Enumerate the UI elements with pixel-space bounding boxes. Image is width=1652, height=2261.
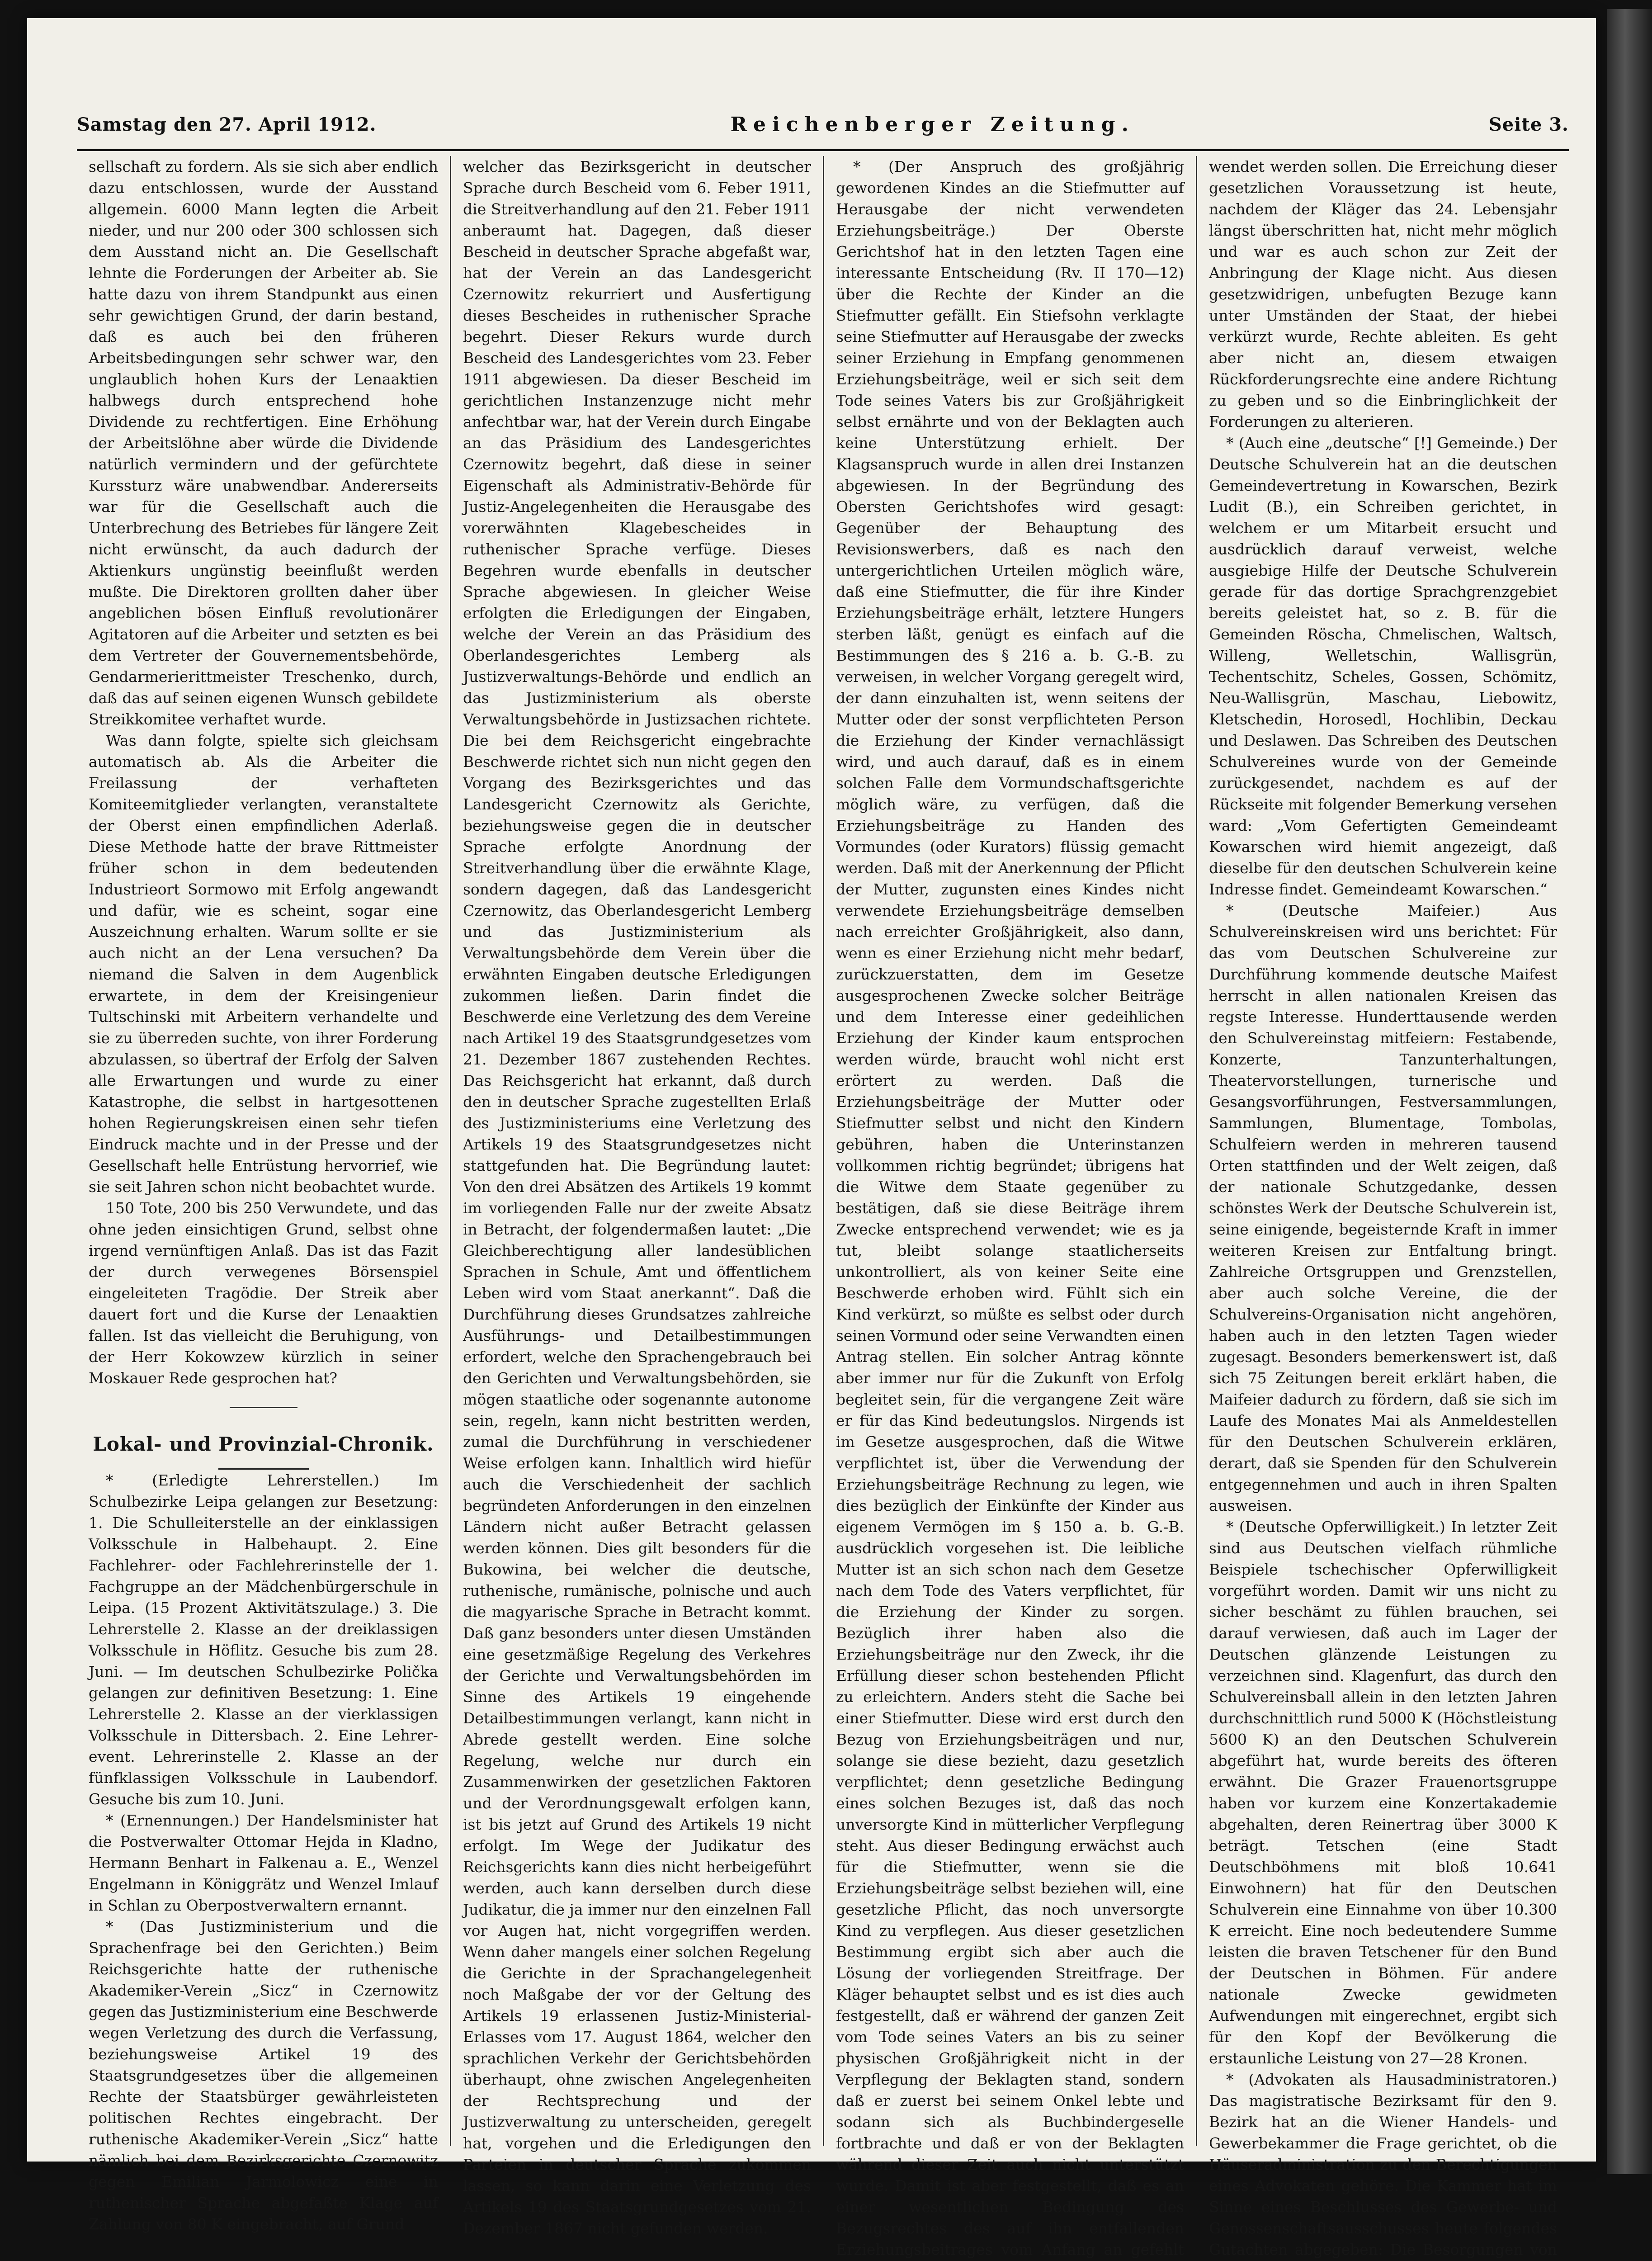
- page-header: [77, 102, 1569, 147]
- article-paragraph: * (Ernennungen.) Der Handelsminister hat die Postverwalter Ottomar Hejda in Kladno, Hermann Benhart in Falkenau a. E., Wenzel Engelmann in Königgrätz und Wenzel Imlauf in Schlan zu Oberpostverwaltern ernannt.: [89, 1812, 438, 1914]
- article-paragraph: wendet werden sollen. Die Erreichung dieser gesetzlichen Voraussetzung ist heute, nachdem der Kläger das 24. Lebensjahr längst überschritten hat, nicht mehr möglich und war es auch schon zur Zeit der Anbringung der Klage nicht. Aus diesen gesetzwidrigen, unbefugten Bezuge kann unter Umständen der Staat, der hiebei verkürzt wurde, Rechte ableiten. Es geht aber nicht an, diesem etwaigen Rückforderungsrechte eine andere Richtung zu geben und so die Einbringlichkeit der Forderungen zu alterieren.: [1209, 158, 1557, 430]
- article-paragraph: * (Advokaten als Hausadministratoren.) Das magistratische Bezirksamt für den 9. Bezirk hat an die Wiener Handels- und Gewerbekammer die Frage gerichtet, ob die Häuseradministration zu den Berechtigungen eines Advokaten gehöre. Die Kammer hat im Sinne eines Beschlusses des Gewerbe- und Genossenschaftsausschusses heute folgendes Gutachten abgegeben: Die Besorgungen von: [1209, 2071, 1557, 2258]
- header-rule: [77, 149, 1569, 151]
- page-number: Seite 3.: [1488, 114, 1569, 135]
- article-paragraph: 150 Tote, 200 bis 250 Verwundete, und das ohne jeden einsichtigen Grund, selbst ohne irgend vernünftigen Anlaß. Das ist das Fazit der durch verwegenes Börsenspiel eingeleiteten Tragödie. Der Streik aber dauert fort und die Kurse der Lenaaktien fallen. Ist das vielleicht die Beruhigung, von der Herr Kokowzew kürzlich in seiner Moskauer Rede gesprochen hat?: [89, 1199, 438, 1387]
- article-paragraph: * (Erledigte Lehrerstellen.) Im Schulbezirke Leipa gelangen zur Besetzung: 1. Die Schulleiterstelle an der einklassigen Volksschule in Halbehaupt. 2. Eine Fachlehrer- oder Fachlehrerinstelle der 1. Fachgruppe an der Mädchenbürgerschule in Leipa. (15 Prozent Aktivitätszulage.) 3. Die Lehrerstelle 2. Klasse an der dreiklassigen Volksschule in Höflitz. Gesuche bis zum 28. Juni. — Im deutschen Schulbezirke Polička gelangen zur definitiven Besetzung: 1. Eine Lehrerstelle 2. Klasse an der vierklassigen Volksschule in Dittersbach. 2. Eine Lehrer- event. Lehrerinstelle 2. Klasse an der fünfklassigen Volksschule in Laubendorf. Gesuche bis zum 10. Juni.: [89, 1471, 438, 1808]
- article-paragraph: * (Das Justizministerium und die Sprachenfrage bei den Gerichten.) Beim Reichsgerichte hatte der ruthenische Akademiker-Verein „Sicz“ in Czernowitz gegen das Justizministerium eine Beschwerde wegen Verletzung des durch die Verfassung, beziehungsweise Artikel 19 des Staatsgrundgesetzes über die allgemeinen Rechte der Staatsbürger gewährleisteten politischen Rechtes eingebracht. Der ruthenische Akademiker-Verein „Sicz“ hatte nämlich bei dem Bezirksgerichte Czernowitz gegen Emilian Jarmolowicz eine in ruthenischer Sprache abgefaßte Klage auf Zahlung von 80 K eingebracht, auf Grund: [89, 1918, 438, 2233]
- issue-date: Samstag den 27. April 1912.: [77, 114, 377, 135]
- column-2: [450, 156, 823, 2237]
- text-columns: [77, 156, 1569, 2258]
- article-paragraph: sellschaft zu fordern. Als sie sich aber endlich dazu entschlossen, wurde der Ausstand allgemein. 6000 Mann legten die Arbeit nieder, und nur 200 oder 300 schlossen sich dem Ausstand nicht an. Die Gesellschaft lehnte die Forderungen der Arbeiter ab. Sie hatte dazu von ihrem Standpunkt aus einen sehr gewichtigen Grund, der darin bestand, daß es auch bei den früheren Arbeitsbedingungen sehr schwer war, den unglaublich hohen Kurs der Lenaaktien halbwegs durch entsprechend hohe Dividende zu rechtfertigen. Eine Erhöhung der Arbeitslöhne aber würde die Dividende natürlich vermindern und der gefürchtete Kurssturz wäre unabwendbar. Andererseits war für die Gesellschaft auch die Unterbrechung des Betriebes für längere Zeit nicht erwünscht, da auch dadurch der Aktienkurs ungünstig beeinflußt werden mußte. Die Direktoren grollten daher über angeblichen bösen Einfluß revolutionärer Agitatoren auf die Arbeiter und setzten es bei dem Vertreter der Gouvernementsbehörde, Gendarmerierittmeister Treschenko, durch, daß das auf seinen eigenen Wunsch gebildete Streikkomitee verhaftet wurde.: [89, 158, 438, 728]
- article-paragraph: * (Deutsche Maifeier.) Aus Schulvereinskreisen wird uns berichtet: Für das vom Deutschen Schulvereine zur Durchführung kommende deutsche Maifest herrscht in allen nationalen Kreisen das regste Interesse. Hunderttausende werden den Schulvereinstag mitfeiern: Festabende, Konzerte, Tanzunterhaltungen, Theatervorstellungen, turnerische und Gesangsvorführungen, Festversammlungen, Sammlungen, Blumentage, Tombolas, Schulfeiern werden in mehreren tausend Orten stattfinden und der Welt zeigen, daß der nationale Schutzgedanke, dessen schönstes Werk der Deutsche Schulverein ist, seine einigende, begeisternde Kraft in immer weiteren Kreisen zur Entfaltung bringt. Zahlreiche Ortsgruppen und Grenzstellen, aber auch solche Vereine, die der Schulvereins-Organisation nicht angehören, haben auch in den letzten Tagen wieder zugesagt. Besonders bemerkenswert ist, daß sich 75 Zeitungen bereit erklärt haben, die Maifeier dadurch zu fördern, daß sie sich im Laufe des Monates Mai als Anmeldestellen für den Deutschen Schulverein erklären, derart, daß sie Spenden für den Schulverein entgegennehmen und auch in ihren Spalten ausweisen.: [1209, 902, 1557, 1514]
- column-3: [823, 156, 1196, 2258]
- newspaper-page: [27, 18, 1596, 2258]
- section-separator: [230, 1407, 297, 1408]
- masthead: Reichenberger Zeitung.: [730, 113, 1135, 136]
- column-1: [77, 156, 450, 2233]
- article-paragraph: * (Auch eine „deutsche“ [!] Gemeinde.) Der Deutsche Schulverein hat an die deutschen Gemeindevertretung in Kowarschen, Bezirk Ludit (B.), ein Schreiben gerichtet, in welchem er um Mitarbeit ersucht und ausdrücklich darauf verweist, welche ausgiebige Hilfe der Deutsche Schulverein gerade für das dortige Sprachgrenzgebiet bereits geleistet hat, so z. B. für die Gemeinden Röscha, Chmelischen, Waltsch, Willeng, Welletschin, Wallisgrün, Techentschitz, Scheles, Gossen, Schömitz, Neu-Wallisgrün, Maschau, Liebowitz, Kletschedin, Horosedl, Hochlibin, Deckau und Deslawen. Das Schreiben des Deutschen Schulvereines wurde von der Gemeinde zurückgesendet, nachdem es auf der Rückseite mit folgender Bemerkung versehen ward: „Vom Gefertigten Gemeindeamt Kowarschen wird hiemit angezeigt, daß dieselbe für den deutschen Schulverein keine Indresse findet. Gemeindeamt Kowarschen.“: [1209, 434, 1557, 898]
- column-4: [1196, 156, 1569, 2258]
- scan-edge: [1607, 9, 1652, 2174]
- article-paragraph: welcher das Bezirksgericht in deutscher Sprache durch Bescheid vom 6. Feber 1911, die Streitverhandlung auf den 21. Feber 1911 anberaumt hat. Dagegen, daß dieser Bescheid in deutscher Sprache abgefaßt war, hat der Verein an das Landesgericht Czernowitz rekurriert und Ausfertigung dieses Bescheides in ruthenischer Sprache begehrt. Dieser Rekurs wurde durch Bescheid des Landesgerichtes vom 23. Feber 1911 abgewiesen. Da dieser Bescheid im gerichtlichen Instanzenzuge nicht mehr anfechtbar war, hat der Verein durch Eingabe an das Präsidium des Landesgerichtes Czernowitz begehrt, daß diese in seiner Eigenschaft als Administrativ-Behörde für Justiz-Angelegenheiten die Herausgabe des vorerwähnten Klagebescheides in ruthenischer Sprache verfüge. Dieses Begehren wurde ebenfalls in deutscher Sprache abgewiesen. In gleicher Weise erfolgten die Erledigungen der Eingaben, welche der Verein an das Präsidium des Oberlandesgerichtes Lemberg als Justizverwaltungs-Behörde und endlich an das Justizministerium als oberste Verwaltungsbehörde in Justizsachen richtete. Die bei dem Reichsgericht eingebrachte Beschwerde richtet sich nun nicht gegen den Vorgang des Bezirksgerichtes und das Landesgericht Czernowitz als Gerichte, beziehungsweise gegen die in deutscher Sprache erfolgte Anordnung der Streitverhandlung über die erwähnte Klage, sondern dagegen, daß das Landesgericht Czernowitz, das Oberlandesgericht Lemberg und das Justizministerium als Verwaltungsbehörde dem Verein über die erwähnten Eingaben deutsche Erledigungen zukommen ließen. Darin findet die Beschwerde eine Verletzung des dem Vereine nach Artikel 19 des Staatsgrundgesetzes vom 21. Dezember 1867 zustehenden Rechtes. Das Reichsgericht hat erkannt, daß durch den in deutscher Sprache zugestellten Erlaß des Justizministeriums eine Verletzung des Artikels 19 des Staatsgrundgesetzes nicht stattgefunden hat. Die Begründung lautet: Von den drei Absätzen des Artikels 19 kommt im vorliegenden Falle nur der zweite Absatz in Betracht, der folgendermaßen lautet: „Die Gleichberechtigung aller landesüblichen Sprachen in Schule, Amt und öffentlichem Leben wird vom Staat anerkannt“. Daß die Durchführung dieses Grundsatzes zahlreiche Ausführungs- und Detailbestimmungen erfordert, welche den Sprachengebrauch bei den Gerichten und Verwaltungsbehörden, sie mögen staatliche oder sogenannte autonome sein, regeln, kann nicht bestritten werden, zumal die Durchführung in verschiedener Weise erfolgen kann. Inhaltlich wird hiefür auch die Verschiedenheit der sachlich begründeten Anforderungen in den einzelnen Ländern nicht außer Betracht gelassen werden können. Dies gilt besonders für die Bukowina, bei welcher die deutsche, ruthenische, rumänische, polnische und auch die magyarische Sprache in Betracht kommt. Daß ganz besonders unter diesen Umständen eine gesetzmäßige Regelung des Verkehres der Gerichte und Verwaltungsbehörden im Sinne des Artikels 19 eingehende Detailbestimmungen verlangt, kann nicht in Abrede gestellt werden. Eine solche Regelung, welche nur durch ein Zusammenwirken der gesetzlichen Faktoren und der Verordnungsgewalt erfolgen kann, ist bis jetzt auf Grund des Artikels 19 nicht erfolgt. Im Wege der Judikatur des Reichsgerichts kann dies nicht herbeigeführt werden, auch kann derselben durch diese Judikatur, die ja immer nur den einzelnen Fall vor Augen hat, nicht vorgegriffen werden. Wenn daher mangels einer solchen Regelung die Gerichte in der Sprachangelegenheit noch Maßgabe der vor der Geltung des Artikels 19 erlassenen Justiz-Ministerial-Erlasses vom 17. August 1864, welcher den sprachlichen Verkehr der Gerichtsbehörden überhaupt, ohne zwischen Angelegenheiten der Rechtsprechung und der Justizverwaltung zu unterscheiden, geregelt hat, vorgehen und die Erledigungen den Parteien in deutscher Sprache zukommen lassen, so kann darin eine Verletzung des Artikels 19 des Staatsgrundgesetzes vom 21. Dezember 1867 nicht gefunden werden.: [463, 158, 811, 2237]
- article-paragraph: Was dann folgte, spielte sich gleichsam automatisch ab. Als die Arbeiter die Freilassung der verhafteten Komiteemitglieder verlangten, veranstaltete der Oberst einen empfindlichen Aderlaß. Diese Methode hatte der brave Rittmeister früher schon in dem bedeutenden Industrieort Sormowo mit Erfolg angewandt und dafür, wie es scheint, sogar eine Auszeichnung erhalten. Warum sollte er sie auch nicht an der Lena versuchen? Da niemand die Salven in dem Augenblick erwartete, in dem der Kreisingenieur Tultschinski mit Arbeitern verhandelte und sie zu überreden suchte, von ihrer Forderung abzulassen, so übertraf der Erfolg der Salven alle Erwartungen und wurde zu einer Katastrophe, die selbst in hartgesottenen hohen Regierungskreisen einen sehr tiefen Eindruck machte und in der Presse und der Gesellschaft helle Entrüstung hervorrief, wie sie seit Jahren schon nicht beobachtet wurde.: [89, 732, 438, 1196]
- article-paragraph: * (Der Anspruch des großjährig gewordenen Kindes an die Stiefmutter auf Herausgabe der nicht verwendeten Erziehungsbeiträge.) Der Oberste Gerichtshof hat in den letzten Tagen eine interessante Entscheidung (Rv. II 170—12) über die Rechte der Kinder an die Stiefmutter gefällt. Ein Stiefsohn verklagte seine Stiefmutter auf Herausgabe der zwecks seiner Erziehung in Empfang genommenen Erziehungsbeiträge, weil er sich seit dem Tode seines Vaters bis zur Großjährigkeit selbst ernährte und von der Beklagten auch keine Unterstützung erhielt. Der Klagsanspruch wurde in allen drei Instanzen abgewiesen. In der Begründung des Obersten Gerichtshofes wird gesagt: Gegenüber der Behauptung des Revisionswerbers, daß es nach den untergerichtlichen Urteilen möglich wäre, daß eine Stiefmutter, die für ihre Kinder Erziehungsbeiträge erhält, letztere Hungers sterben läßt, genügt es einfach auf die Bestimmungen des § 216 a. b. G.-B. zu verweisen, in welcher Vorgang geregelt wird, der dann einzuhalten ist, wenn seitens der Mutter oder der sonst verpflichteten Person die Erziehung der Kinder vernachlässigt wird, und auch darauf, daß es in einem solchen Falle dem Vormundschaftsgerichte möglich wäre, zu verfügen, daß die Erziehungsbeiträge zu Handen des Vormundes (oder Kurators) flüssig gemacht werden. Daß mit der Anerkennung der Pflicht der Mutter, zugunsten eines Kindes nicht verwendete Erziehungsbeiträge demselben nach erreichter Großjährigkeit, also dann, wenn es einer Erziehung nicht mehr bedarf, zurückzuerstatten, dem im Gesetze ausgesprochenen Zwecke solcher Beiträge und dem Interesse einer gedeihlichen Erziehung der Kinder kaum entsprochen werden würde, braucht wohl nicht erst erörtert zu werden. Daß die Erziehungsbeiträge der Mutter oder Stiefmutter selbst und nicht den Kindern gebühren, haben die Unterinstanzen vollkommen richtig begründet; übrigens hat die Witwe dem Staate gegenüber zu bestätigen, daß sie diese Beiträge ihrem Zwecke entsprechend verwendet; wie es ja tut, bleibt solange staatlicherseits unkontrolliert, als von keiner Seite eine Beschwerde erhoben wird. Fühlt sich ein Kind verkürzt, so müßte es selbst oder durch seinen Vormund oder seine Verwandten einen Antrag stellen. Ein solcher Antrag könnte aber immer nur für die Zukunft von Erfolg begleitet sein, für die vergangene Zeit wäre er für das Kind bedeutungslos. Nirgends ist im Gesetze ausgesprochen, daß die Witwe verpflichtet ist, über die Verwendung der Erziehungsbeiträge Rechnung zu legen, wie dies bezüglich der Einkünfte der Kinder aus eigenem Vermögen im § 150 a. b. G.-B. ausdrücklich vorgesehen ist. Die leibliche Mutter ist an sich schon nach dem Gesetze nach dem Tode des Vaters verpflichtet, für die Erziehung der Kinder zu sorgen. Bezüglich ihrer haben also die Erziehungsbeiträge nur den Zweck, ihr die Erfüllung dieser schon bestehenden Pflicht zu erleichtern. Anders steht die Sache bei einer Stiefmutter. Diese wird erst durch den Bezug von Erziehungsbeiträgen und nur, solange sie diese bezieht, dazu gesetzlich verpflichtet; denn gesetzliche Bedingung eines solchen Bezuges ist, daß das noch unversorgte Kind in mütterlicher Verpflegung steht. Aus dieser Bedingung erwächst auch für die Stiefmutter, wenn sie die Erziehungsbeiträge selbst beziehen will, eine gesetzliche Pflicht, das noch unversorgte Kind zu verpflegen. Aus dieser gesetzlichen Bestimmung ergibt sich aber auch die Lösung der vorliegenden Streitfrage. Der Kläger behauptet selbst und es ist dies auch festgestellt, daß er während der ganzen Zeit vom Tode seines Vaters an bis zu seiner physischen Großjährigkeit nicht in der Verpflegung der Beklagten stand, sondern daß er zuerst bei seinem Onkel lebte und sodann sich als Buchbindergeselle fortbrachte und daß er von der Beklagten während dieser Zeit auch nicht unterstützt wurde. Damit ist aber festgestellt, daß es an einer wesentlichen Bedingung des Bezugsrechtes des auf ihn entfallenden Erziehungsbeitrages vom Anfang an gefehlt: [836, 158, 1184, 2258]
- section-heading: Lokal- und Provinzial-Chronik.: [93, 1433, 434, 1455]
- article-paragraph: * (Deutsche Opferwilligkeit.) In letzter Zeit sind aus Deutschen vielfach rühmliche Beispiele tschechischer Opferwilligkeit vorgeführt worden. Damit wir uns nicht zu sicher beschämt zu fühlen brauchen, sei darauf verwiesen, daß auch im Lager der Deutschen glänzende Leistungen zu verzeichnen sind. Klagenfurt, das durch den Schulvereinsball allein in den letzten Jahren durchschnittlich rund 5000 K (Höchstleistung 5600 K) an den Deutschen Schulverein abgeführt hat, wurde bereits des öfteren erwähnt. Die Grazer Frauenortsgruppe haben vor kurzem eine Konzertakademie abgehalten, deren Reinertrag über 3000 K beträgt. Tetschen (eine Stadt Deutschböhmens mit bloß 10.641 Einwohnern) hat für den Deutschen Schulverein eine Einnahme von über 10.300 K erreicht. Eine noch bedeutendere Summe leisten die braven Tetschener für den Bund der Deutschen in Böhmen. Für andere nationale Zwecke gewidmeten Aufwendungen mit eingerechnet, ergibt sich für den Kopf der Bevölkerung die erstaunliche Leistung von 27—28 Kronen.: [1209, 1518, 1557, 2067]
